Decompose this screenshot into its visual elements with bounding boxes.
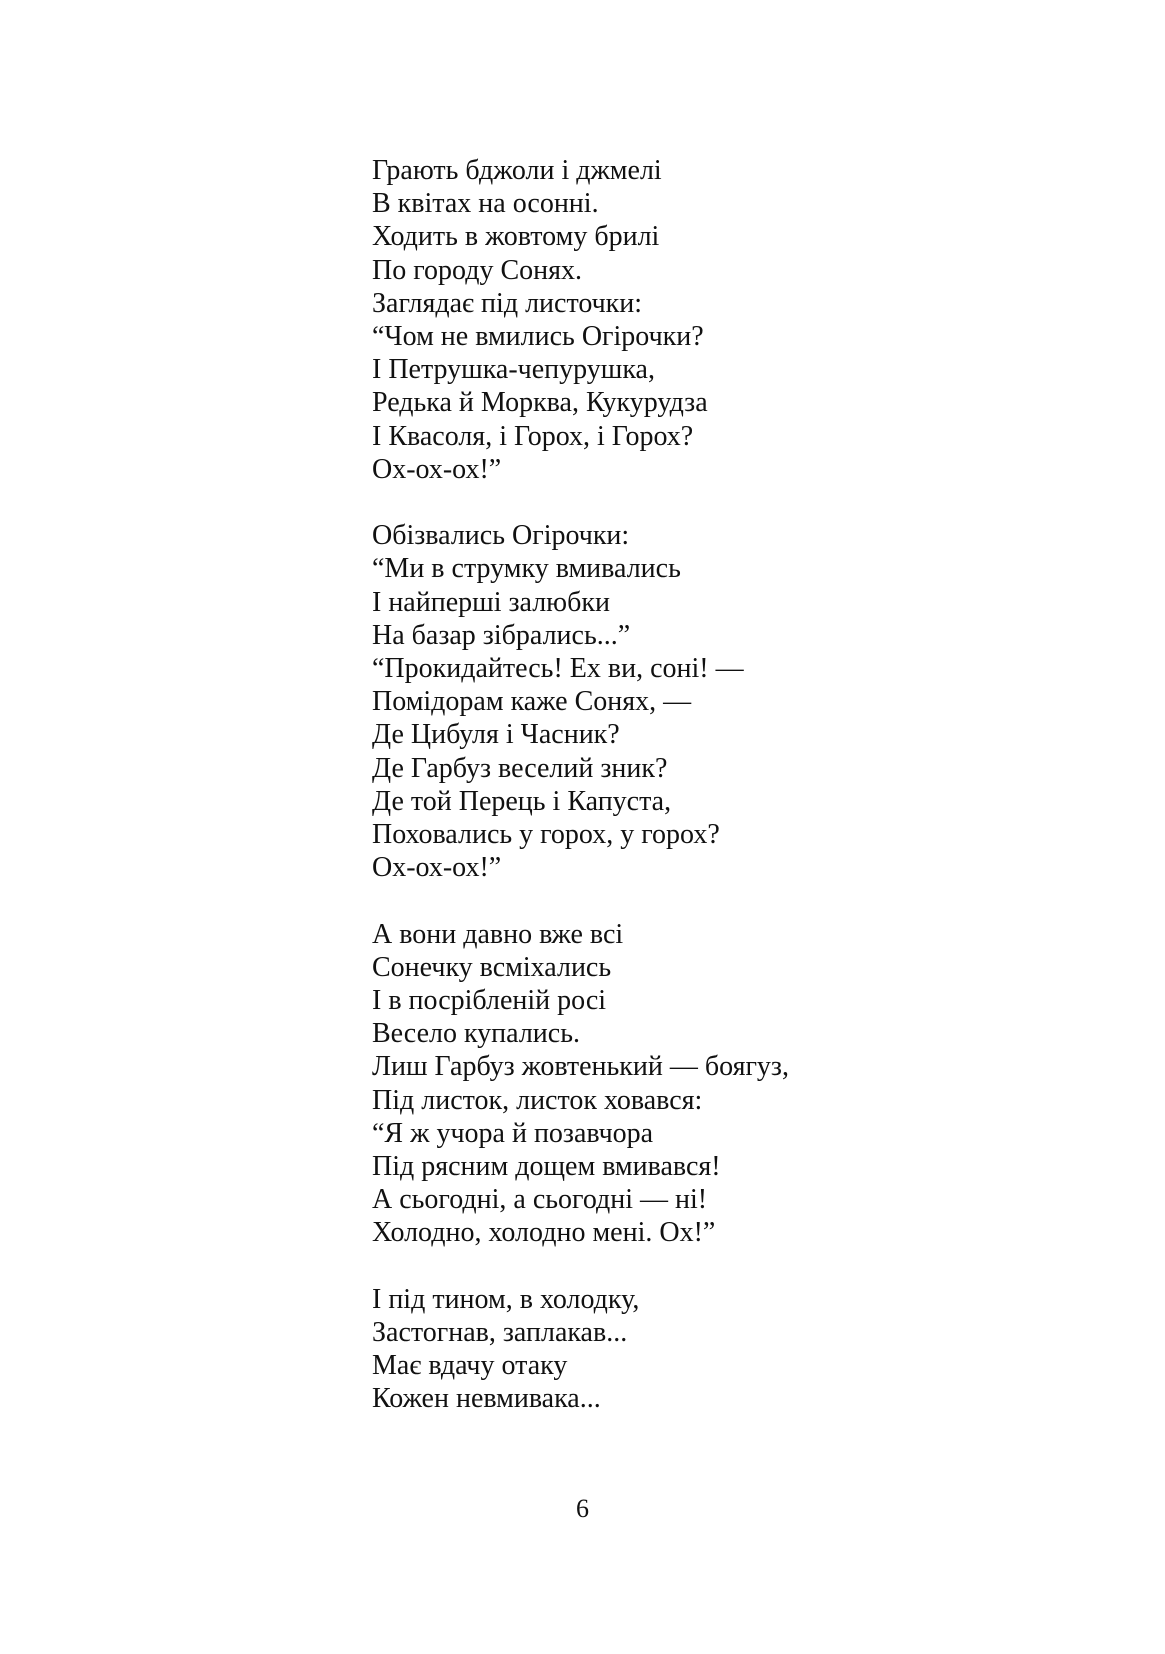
poem-line: Поховались у горох, у горох? xyxy=(372,819,720,851)
poem-line: І під тином, в холодку, xyxy=(372,1283,640,1315)
poem-line: А сьогодні, а сьогодні — ні! xyxy=(372,1184,708,1216)
poem-line: Заглядає під листочки: xyxy=(372,287,643,319)
poem-line: На базар зібрались...” xyxy=(372,619,631,651)
poem-line: Обізвались Огірочки: xyxy=(372,520,630,552)
poem-line: І найперші залюбки xyxy=(372,586,610,618)
poem-line: І в посрібленій росі xyxy=(372,985,607,1017)
poem-line: По городу Сонях. xyxy=(372,254,582,286)
poem-line: Під рясним дощем вмивався! xyxy=(372,1151,721,1183)
poem-text xyxy=(372,154,1072,1416)
poem-line: Ох-ох-ох!” xyxy=(372,453,502,485)
poem-line: Ох-ох-ох!” xyxy=(372,852,502,884)
poem-line: Де Цибуля і Часник? xyxy=(372,719,620,751)
poem-line: А вони давно вже всі xyxy=(372,918,624,950)
poem-line: В квітах на осонні. xyxy=(372,188,599,220)
stanza-4 xyxy=(372,1283,1072,1416)
poem-line: І Квасоля, і Горох, і Горох? xyxy=(372,420,694,452)
poem-line: Холодно, холодно мені. Ох!” xyxy=(372,1217,716,1249)
poem-line: “Чом не вмились Огірочки? xyxy=(372,321,704,353)
poem-line: Лиш Гарбуз жовтенький — боягуз, xyxy=(372,1051,789,1083)
poem-line: Під листок, листок ховався: xyxy=(372,1084,703,1116)
poem-line: Помідорам каже Сонях, — xyxy=(372,686,692,718)
page-number: 6 xyxy=(576,1494,589,1523)
poem-line: “Прокидайтесь! Ех ви, соні! — xyxy=(372,653,744,685)
poem-line: Редька й Морква, Кукурудза xyxy=(372,387,708,419)
poem-line: Де Гарбуз веселий зник? xyxy=(372,752,668,784)
poem-line: Кожен невмивака... xyxy=(372,1383,601,1415)
poem-line: “Ми в струмку вмивались xyxy=(372,553,681,585)
poem-line: Має вдачу отаку xyxy=(372,1350,568,1382)
stanza-1 xyxy=(372,154,1072,486)
poem-line: Сонечку всміхались xyxy=(372,951,612,983)
poem-line: Ходить в жовтому брилі xyxy=(372,221,660,253)
stanza-2 xyxy=(372,519,1072,884)
poem-line: Грають бджоли і джмелі xyxy=(372,155,662,186)
poem-line: Застогнав, заплакав... xyxy=(372,1317,628,1349)
stanza-3 xyxy=(372,918,1072,1250)
poem-line: “Я ж учора й позавчора xyxy=(372,1117,654,1149)
poem-line: Де той Перець і Капуста, xyxy=(372,785,672,817)
poem-line: І Петрушка-чепурушка, xyxy=(372,354,655,386)
poem-line: Весело купались. xyxy=(372,1018,580,1050)
